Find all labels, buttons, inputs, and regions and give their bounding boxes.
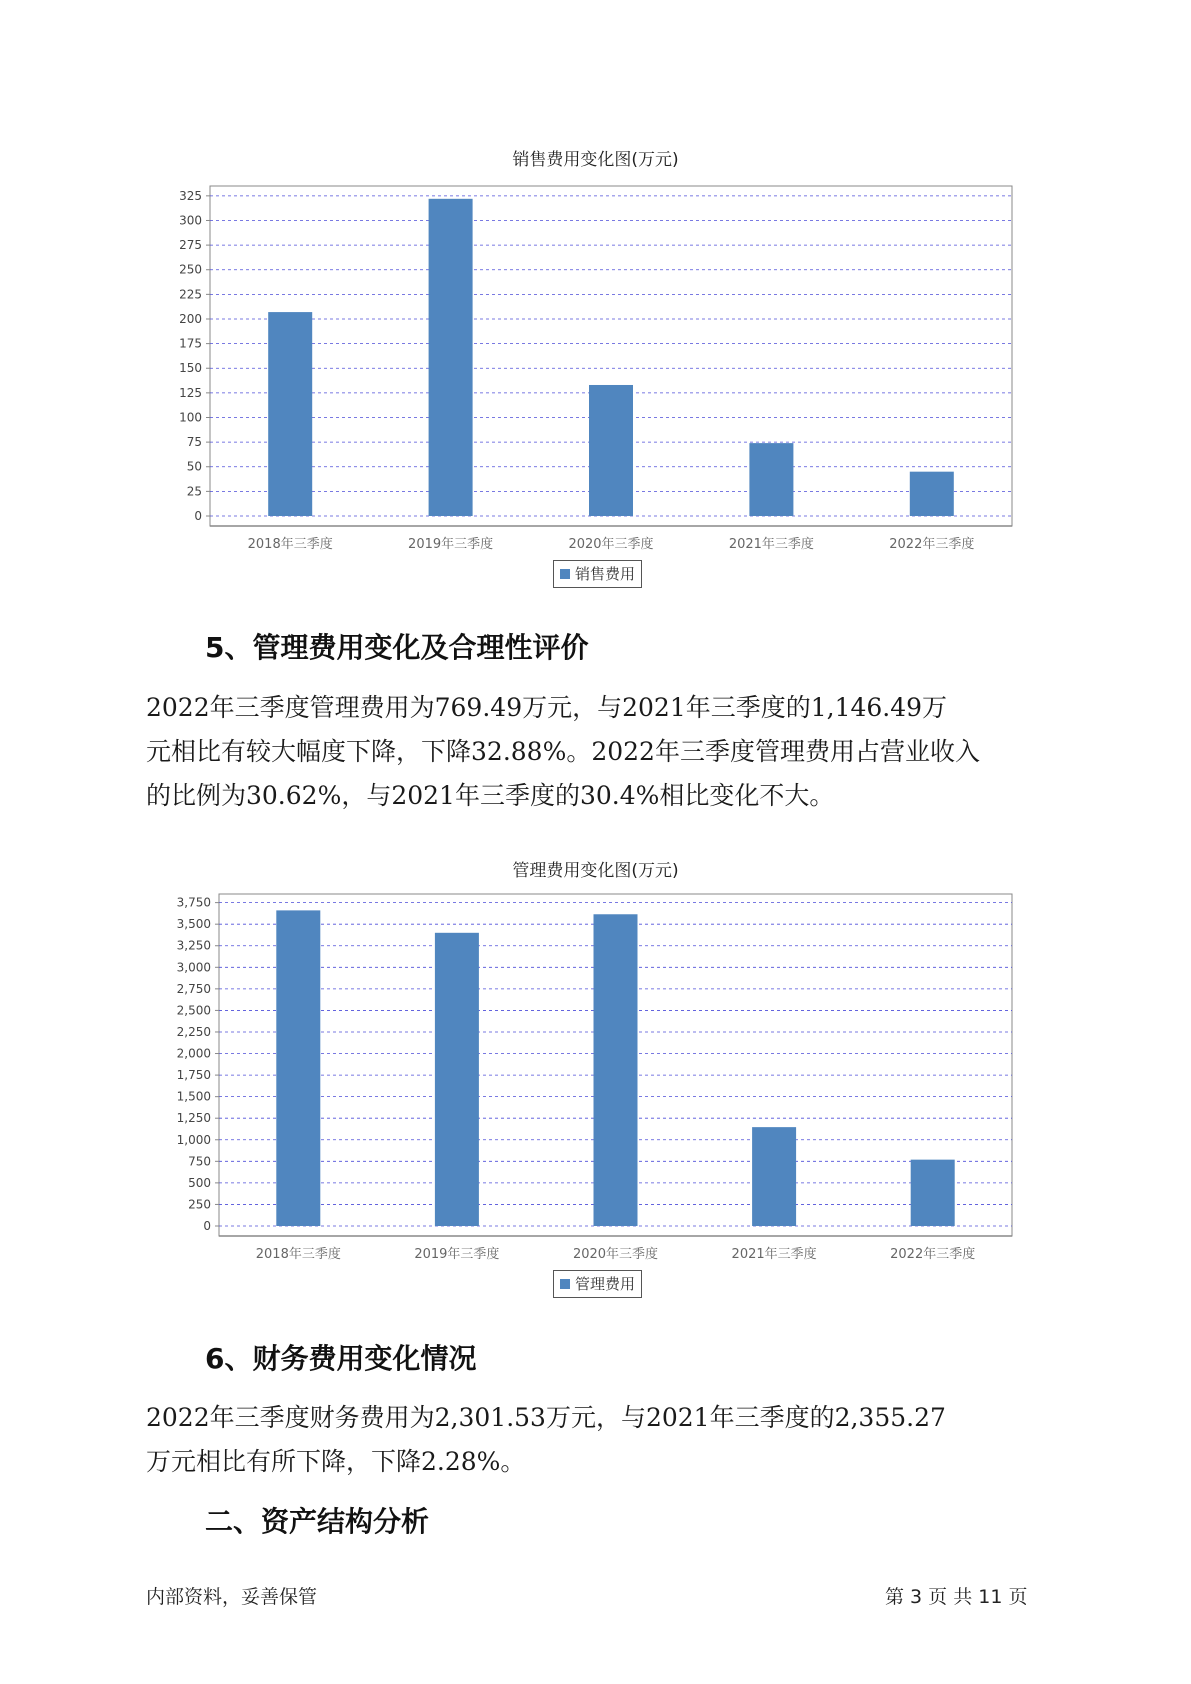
sales-ytick-label: 0 — [194, 509, 202, 523]
sales-category-label: 2021年三季度 — [728, 537, 814, 552]
mgmt-chart-legend — [553, 1270, 642, 1298]
sales-bar — [589, 385, 633, 516]
mgmt-category-label: 2018年三季度 — [255, 1247, 341, 1262]
mgmt-category-label: 2022年三季度 — [890, 1247, 976, 1262]
mgmt-ytick-label: 0 — [203, 1219, 211, 1233]
mgmt-ytick-label: 2,750 — [176, 981, 211, 996]
mgmt-ytick-label: 3,500 — [176, 917, 211, 932]
sales-bar — [429, 199, 473, 516]
mgmt-ytick-label: 2,250 — [176, 1024, 211, 1039]
sales-category-label: 2022年三季度 — [889, 537, 975, 552]
mgmt-bar — [435, 933, 479, 1226]
sales-bar — [910, 472, 954, 516]
sales-ytick-label: 75 — [186, 435, 202, 450]
mgmt-category-label: 2020年三季度 — [572, 1247, 659, 1262]
sales-ytick-label: 25 — [186, 484, 202, 499]
mgmt-category-label: 2019年三季度 — [414, 1247, 500, 1262]
mgmt-ytick-label: 1,750 — [176, 1068, 211, 1083]
mgmt-line-1: 2022年三季度管理费用为769.49万元，与2021年三季度的1,146.49万 — [146, 693, 948, 722]
mgmt-chart-title: 管理费用变化图(万元) — [512, 861, 679, 881]
mgmt-category-label: 2021年三季度 — [731, 1247, 817, 1262]
mgmt-expense-heading: 5、管理费用变化及合理性评价 — [205, 631, 589, 664]
mgmt-bar — [594, 914, 638, 1226]
mgmt-ytick-label: 2,000 — [176, 1046, 211, 1061]
sales-ytick-label: 175 — [179, 336, 202, 351]
sales-ytick-label: 325 — [179, 188, 202, 203]
sales-ytick-label: 200 — [179, 311, 202, 326]
finance-expense-heading: 6、财务费用变化情况 — [205, 1342, 477, 1375]
sales-category-label: 2020年三季度 — [568, 537, 654, 552]
sales-category-label: 2019年三季度 — [408, 537, 494, 552]
sales-bar — [268, 312, 312, 516]
sales-legend-label: 销售费用 — [575, 565, 636, 583]
sales-chart-plot — [0, 0, 1191, 590]
mgmt-ytick-label: 250 — [188, 1197, 211, 1212]
mgmt-ytick-label: 500 — [188, 1175, 211, 1190]
sales-ytick-label: 275 — [179, 238, 202, 253]
mgmt-legend-label: 管理费用 — [575, 1275, 636, 1293]
sales-category-label: 2018年三季度 — [247, 537, 333, 552]
mgmt-ytick-label: 1,000 — [176, 1132, 211, 1147]
legend-swatch — [560, 569, 570, 579]
mgmt-ytick-label: 3,750 — [176, 895, 211, 910]
sales-expense-chart — [0, 0, 1191, 590]
legend-swatch — [560, 1279, 570, 1289]
footer-page-number: 第 3 页 共 11 页 — [885, 1586, 1028, 1608]
mgmt-line-3: 的比例为30.62%，与2021年三季度的30.4%相比变化不大。 — [146, 781, 835, 810]
mgmt-bar — [911, 1160, 955, 1226]
sales-ytick-label: 50 — [186, 459, 202, 474]
sales-ytick-label: 225 — [179, 287, 202, 302]
finance-line-1: 2022年三季度财务费用为2,301.53万元，与2021年三季度的2,355.27 — [146, 1403, 946, 1432]
mgmt-ytick-label: 1,250 — [176, 1111, 211, 1126]
finance-expense-paragraph — [146, 1396, 1046, 1484]
mgmt-ytick-label: 1,500 — [176, 1089, 211, 1104]
mgmt-expense-paragraph — [146, 686, 1046, 818]
mgmt-ytick-label: 750 — [188, 1154, 211, 1169]
sales-ytick-label: 125 — [179, 385, 202, 400]
sales-ytick-label: 100 — [179, 410, 202, 425]
sales-chart-title: 销售费用变化图(万元) — [512, 150, 679, 170]
mgmt-ytick-label: 3,000 — [176, 960, 211, 975]
mgmt-expense-chart — [0, 850, 1191, 1310]
finance-line-2: 万元相比有所下降，下降2.28%。 — [146, 1447, 526, 1476]
sales-chart-legend — [553, 560, 642, 588]
sales-ytick-label: 250 — [179, 262, 202, 277]
mgmt-bar — [276, 910, 320, 1226]
mgmt-line-2: 元相比有较大幅度下降，下降32.88%。2022年三季度管理费用占营业收入 — [146, 737, 980, 766]
mgmt-chart-plot — [0, 850, 1191, 1310]
sales-ytick-label: 150 — [179, 361, 202, 376]
sales-ytick-label: 300 — [179, 213, 202, 228]
mgmt-bar — [752, 1127, 796, 1226]
sales-bar — [749, 443, 793, 516]
asset-structure-heading: 二、资产结构分析 — [205, 1505, 430, 1538]
mgmt-ytick-label: 2,500 — [176, 1003, 211, 1018]
footer-left: 内部资料，妥善保管 — [146, 1586, 318, 1608]
mgmt-ytick-label: 3,250 — [176, 938, 211, 953]
